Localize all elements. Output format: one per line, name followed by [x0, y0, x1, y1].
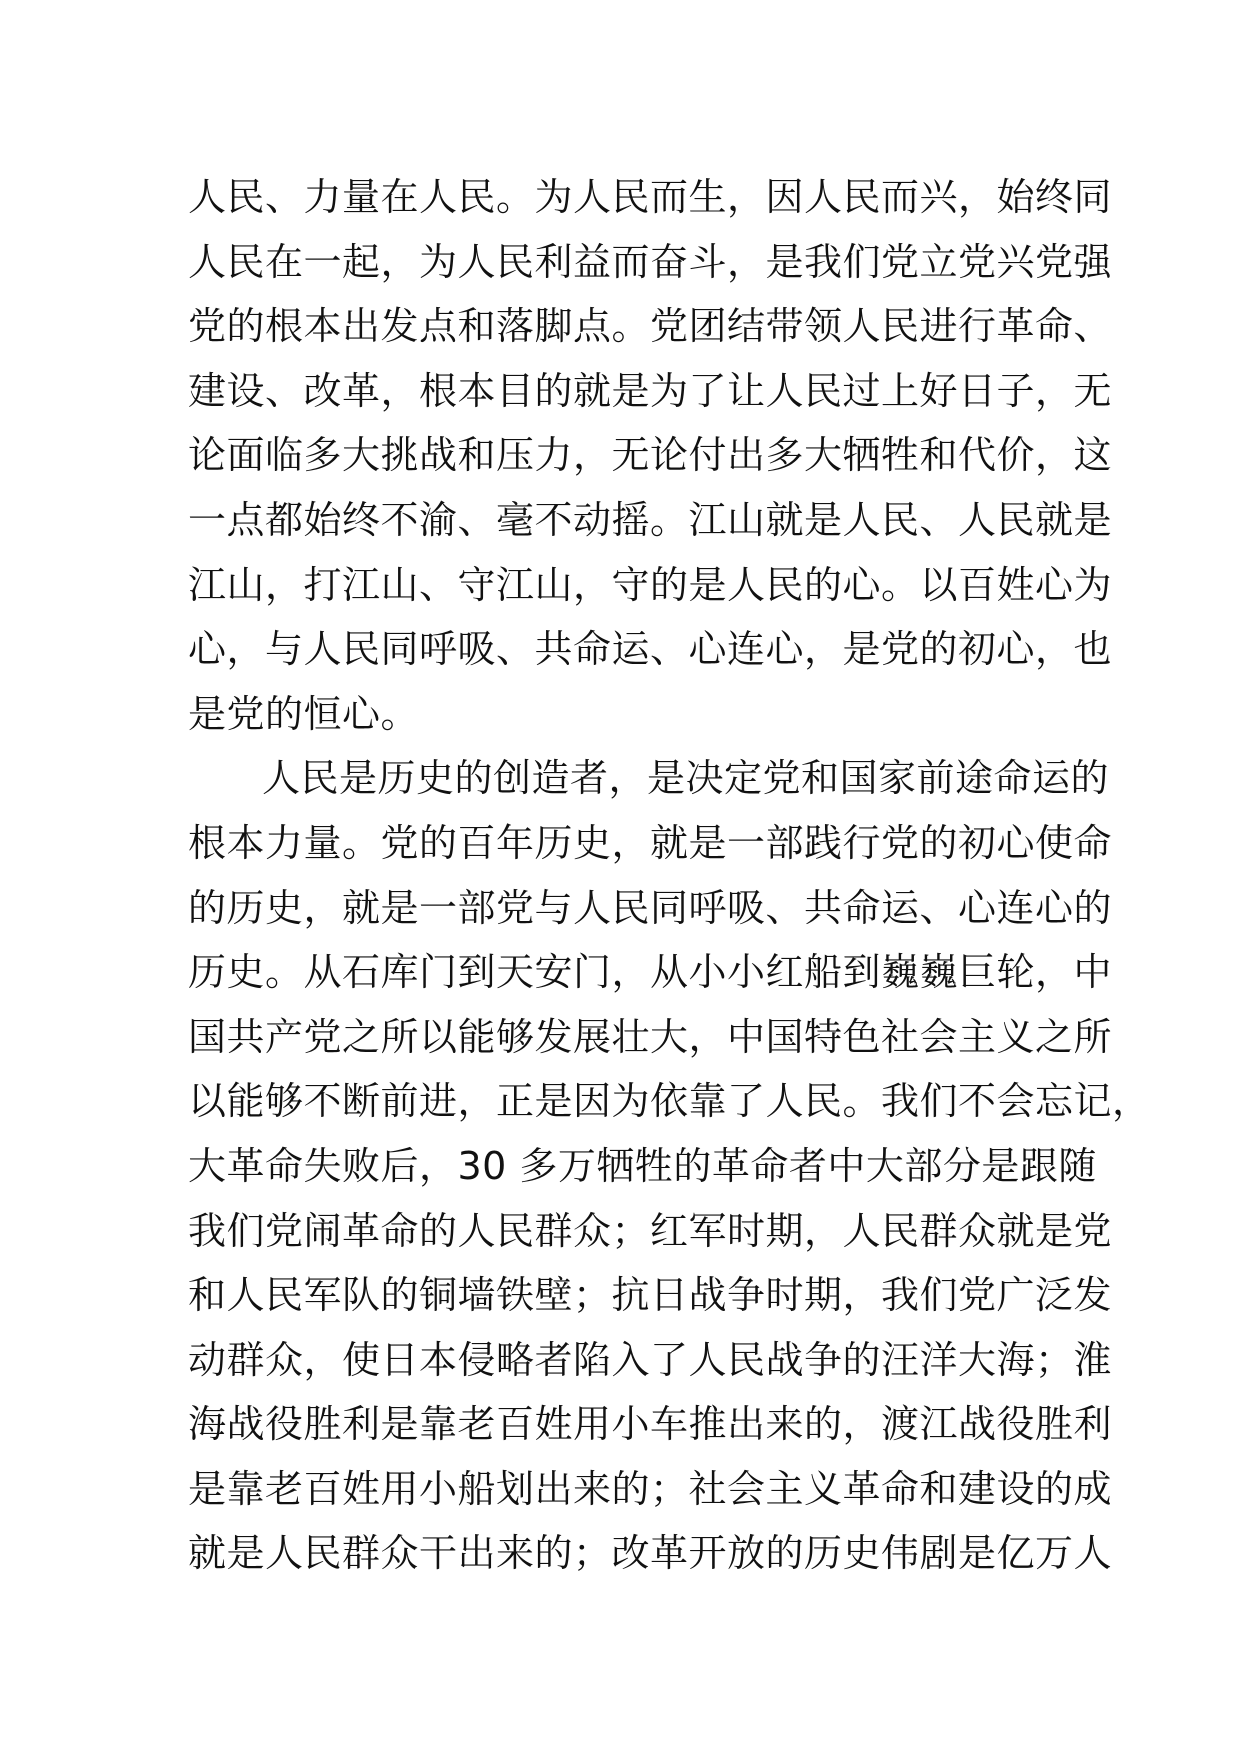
text-line: 人民、力量在人民。为人民而生，因人民而兴，始终同	[188, 175, 1113, 219]
text-line: 和人民军队的铜墙铁壁；抗日战争时期，我们党广泛发	[188, 1273, 1113, 1318]
text-line: 是党的恒心。	[188, 691, 420, 736]
text-line: 是靠老百姓用小船划出来的；社会主义革命和建设的成	[188, 1466, 1113, 1511]
text-line: 心，与人民同呼吸、共命运、心连心，是党的初心，也	[188, 627, 1113, 672]
text-line: 国共产党之所以能够发展壮大，中国特色社会主义之所	[188, 1014, 1113, 1059]
text-line: 海战役胜利是靠老百姓用小车推出来的，渡江战役胜利	[188, 1402, 1113, 1447]
text-line: 根本力量。党的百年历史，就是一部践行党的初心使命	[188, 820, 1113, 865]
text-line: 一点都始终不渝、毫不动摇。江山就是人民、人民就是	[188, 497, 1113, 542]
text-line: 论面临多大挑战和压力，无论付出多大牺牲和代价，这	[188, 433, 1113, 478]
text-line: 以能够不断前进，正是因为依靠了人民。我们不会忘记，	[188, 1079, 1151, 1124]
text-line: 就是人民群众干出来的；改革开放的历史伟剧是亿万人	[188, 1531, 1113, 1576]
text-line: 历史。从石库门到天安门，从小小红船到巍巍巨轮，中	[188, 950, 1113, 995]
text-line: 人民在一起，为人民利益而奋斗，是我们党立党兴党强	[188, 239, 1113, 284]
text-line: 的历史，就是一部党与人民同呼吸、共命运、心连心的	[188, 885, 1113, 930]
text-line: 建设、改革，根本目的就是为了让人民过上好日子，无	[188, 368, 1113, 413]
paragraph-start-line: 人民是历史的创造者，是决定党和国家前途命运的	[262, 756, 1110, 801]
text-line: 江山，打江山、守江山，守的是人民的心。以百姓心为	[188, 562, 1113, 607]
text-line: 大革命失败后，30 多万牺牲的革命者中大部分是跟随	[188, 1143, 1097, 1188]
text-line: 我们党闹革命的人民群众；红军时期，人民群众就是党	[188, 1208, 1113, 1253]
text-line: 党的根本出发点和落脚点。党团结带领人民进行革命、	[188, 304, 1113, 349]
body-text	[188, 165, 1151, 1586]
text-line: 动群众，使日本侵略者陷入了人民战争的汪洋大海；淮	[188, 1337, 1113, 1382]
